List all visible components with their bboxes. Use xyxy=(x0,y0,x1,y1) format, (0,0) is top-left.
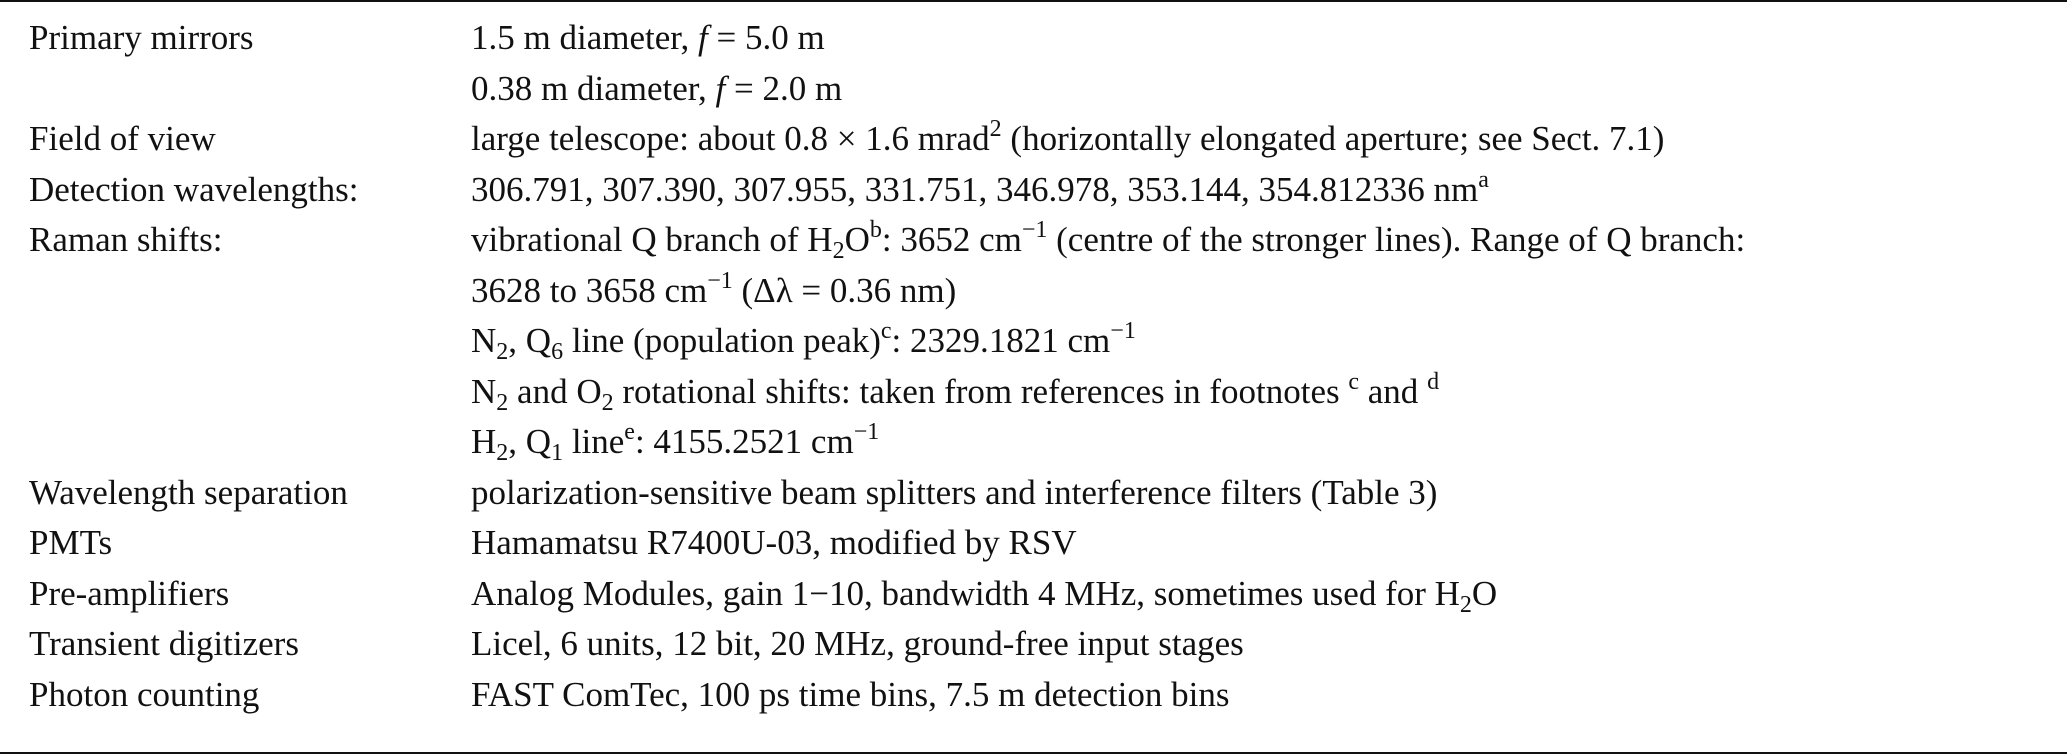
value-text: line xyxy=(563,422,625,461)
table-row xyxy=(0,417,2067,467)
row-value xyxy=(471,114,1664,164)
superscript: −1 xyxy=(707,267,733,294)
value-text: Licel, 6 units, 12 bit, 20 MHz, ground-free input stages xyxy=(471,624,1244,663)
value-text: Analog Modules, gain 1−10, bandwidth 4 MHz, sometimes used for H xyxy=(471,573,1460,613)
table-row xyxy=(0,266,2067,316)
superscript: e xyxy=(624,419,635,445)
value-text: : 3652 cm xyxy=(881,220,1022,259)
row-label: Pre-amplifiers xyxy=(29,573,230,613)
row-value xyxy=(471,569,1497,619)
row-value xyxy=(471,367,1439,417)
superscript: −1 xyxy=(1021,217,1048,243)
value-text: vibrational Q branch of H xyxy=(471,220,833,259)
row-value xyxy=(471,518,1077,568)
subscript: 2 xyxy=(496,339,509,365)
value-text: : 2329.1821 cm xyxy=(891,321,1111,360)
value-text: f xyxy=(715,68,726,108)
value-text: f xyxy=(698,18,708,57)
superscript: −1 xyxy=(853,419,880,445)
table-row xyxy=(0,316,2067,366)
value-text: rotational shifts: taken from references in footnotes xyxy=(613,371,1349,411)
superscript: d xyxy=(1427,368,1440,395)
row-value xyxy=(471,215,1745,265)
value-text: FAST ComTec, 100 ps time bins, 7.5 m detection bins xyxy=(471,674,1230,714)
table-row xyxy=(0,13,2067,63)
table-row xyxy=(0,215,2067,265)
row-label: Detection wavelengths: xyxy=(29,169,359,209)
value-text: and O xyxy=(508,371,602,411)
value-text: N xyxy=(471,321,497,360)
row-value xyxy=(471,64,842,114)
row-label: Primary mirrors xyxy=(29,18,254,57)
value-text: 3628 to 3658 cm xyxy=(471,270,708,310)
subscript: 2 xyxy=(832,238,845,264)
value-text: large telescope: about 0.8 × 1.6 mrad xyxy=(471,119,990,158)
subscript: 2 xyxy=(1459,591,1472,618)
row-label: Field of view xyxy=(29,119,216,158)
value-text: : 4155.2521 cm xyxy=(634,422,854,461)
row-label: Raman shifts: xyxy=(29,220,223,259)
value-text: (horizontally elongated aperture; see Sect. 7.1) xyxy=(1001,119,1665,158)
row-value xyxy=(471,417,879,467)
value-text: and xyxy=(1359,371,1428,411)
bottom-rule xyxy=(0,752,2067,754)
row-value xyxy=(471,165,1489,215)
value-text: 0.38 m diameter, xyxy=(471,68,716,108)
value-text: O xyxy=(1471,573,1498,613)
value-text: 1.5 m diameter, xyxy=(471,18,699,57)
value-text: O xyxy=(844,220,870,259)
row-value xyxy=(471,619,1244,669)
subscript: 1 xyxy=(551,440,564,466)
value-text: , Q xyxy=(508,422,552,461)
table-row xyxy=(0,619,2067,669)
superscript: c xyxy=(880,318,892,344)
value-text: 306.791, 307.390, 307.955, 331.751, 346.978, 353.144, 354.812336 nm xyxy=(471,169,1479,209)
row-label: Photon counting xyxy=(29,674,260,714)
subscript: 2 xyxy=(496,440,509,466)
value-text: polarization-sensitive beam splitters and interference filters (Table 3) xyxy=(471,472,1438,512)
table-row xyxy=(0,367,2067,417)
subscript: 2 xyxy=(601,389,614,416)
value-text: line (population peak) xyxy=(563,321,881,360)
row-label: Wavelength separation xyxy=(29,472,348,512)
value-text: H xyxy=(471,422,497,461)
row-value xyxy=(471,468,1437,518)
value-text: , Q xyxy=(508,321,552,360)
row-value xyxy=(471,266,956,316)
table-row xyxy=(0,670,2067,720)
superscript: −1 xyxy=(1110,318,1136,344)
top-rule xyxy=(0,0,2067,2)
table-row xyxy=(0,114,2067,164)
subscript: 6 xyxy=(551,339,564,365)
row-value xyxy=(471,316,1136,366)
value-text: N xyxy=(471,371,497,411)
table-row xyxy=(0,518,2067,568)
table-row xyxy=(0,64,2067,114)
value-text: (Δλ = 0.36 nm) xyxy=(732,270,957,310)
table-row xyxy=(0,165,2067,215)
row-value xyxy=(471,13,825,63)
superscript: 2 xyxy=(989,116,1002,142)
table-row xyxy=(0,468,2067,518)
row-label: PMTs xyxy=(29,523,113,562)
row-label: Transient digitizers xyxy=(29,624,299,663)
superscript: c xyxy=(1348,368,1360,395)
subscript: 2 xyxy=(496,389,509,416)
value-text: = 2.0 m xyxy=(725,68,843,108)
superscript: b xyxy=(869,217,882,243)
row-value xyxy=(471,670,1229,720)
superscript: a xyxy=(1478,166,1489,193)
table-row xyxy=(0,569,2067,619)
value-text: Hamamatsu R7400U-03, modified by RSV xyxy=(471,523,1077,562)
value-text: (centre of the stronger lines). Range of Q branch: xyxy=(1047,220,1746,259)
value-text: = 5.0 m xyxy=(707,18,825,57)
